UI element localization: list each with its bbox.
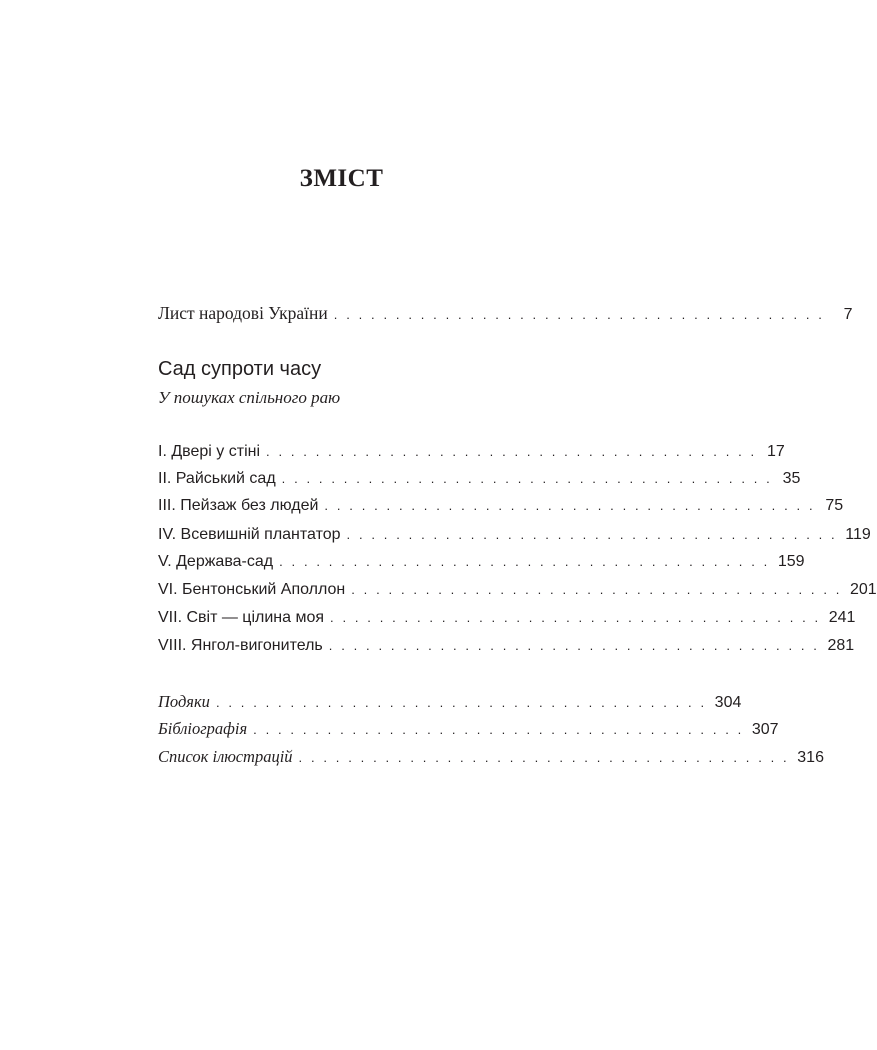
toc-entry-chapter bbox=[158, 523, 871, 547]
toc-leader-dots: . . . . . . . . . . . . . . . . . . . . . . . . . . . . . . . . . . . . . . . . bbox=[333, 307, 825, 322]
toc-entry-page: 7 bbox=[843, 306, 853, 323]
toc-leader-dots: . . . . . . . . . . . . . . . . . . . . . . . . . . . . . . . . . . . . . . . . bbox=[281, 471, 773, 486]
toc-entry-title: VIII. Янгол-вигонитель bbox=[158, 637, 323, 654]
toc-entry-chapter bbox=[158, 440, 785, 464]
toc-entry-intro bbox=[158, 301, 853, 325]
toc-entry-page: 75 bbox=[825, 497, 844, 514]
toc-entry-title: II. Райський сад bbox=[158, 470, 276, 487]
toc-leader-dots: . . . . . . . . . . . . . . . . . . . . . . . . . . . . . . . . . . . . . . . . bbox=[324, 498, 816, 513]
toc-leader-dots: . . . . . . . . . . . . . . . . . . . . . . . . . . . . . . . . . . . . . . . . bbox=[346, 527, 838, 542]
toc-leader-dots: . . . . . . . . . . . . . . . . . . . . . . . . . . . . . . . . . . . . . . . . bbox=[266, 444, 757, 459]
toc-entry-page: 304 bbox=[714, 694, 742, 711]
toc-leader-dots: . . . . . . . . . . . . . . . . . . . . . . . . . . . . . . . . . . . . . . . . bbox=[328, 638, 820, 653]
toc-entry-title: Бібліографія bbox=[158, 719, 248, 738]
toc-entry-title: Подяки bbox=[158, 692, 210, 711]
toc-entry-page: 307 bbox=[751, 721, 779, 738]
toc-entry-page: 316 bbox=[797, 749, 824, 766]
part-subtitle: У пошуках спільного раю bbox=[158, 388, 341, 407]
part-title: Сад супроти часу bbox=[158, 358, 322, 380]
toc-leader-dots: . . . . . . . . . . . . . . . . . . . . . . . . . . . . . . . . . . . . . . . . bbox=[298, 750, 790, 765]
toc-entry-chapter bbox=[158, 467, 801, 491]
page-title: ЗМІСТ bbox=[299, 165, 384, 192]
toc-entry-chapter bbox=[158, 550, 805, 574]
toc-entry-title: VI. Бентонський Аполлон bbox=[158, 581, 346, 598]
toc-entry-page: 119 bbox=[845, 526, 871, 543]
toc-entry-title: V. Держава-сад bbox=[158, 553, 274, 570]
toc-entry-page: 201 bbox=[849, 581, 877, 598]
toc-entry-title: IV. Всевишній плантатор bbox=[158, 526, 341, 543]
toc-entry-title: VII. Світ — цілина моя bbox=[158, 609, 325, 626]
toc-leader-dots: . . . . . . . . . . . . . . . . . . . . . . . . . . . . . . . . . . . . . . . . bbox=[279, 554, 770, 569]
toc-entry-back-matter bbox=[158, 717, 779, 741]
toc-entry-page: 241 bbox=[828, 609, 856, 626]
toc-entry-page: 159 bbox=[777, 553, 805, 570]
toc-entry-chapter bbox=[158, 578, 877, 602]
toc-leader-dots: . . . . . . . . . . . . . . . . . . . . . . . . . . . . . . . . . . . . . . . . bbox=[253, 722, 744, 737]
toc-entry-title: Лист народові України bbox=[158, 303, 328, 323]
toc-entry-back-matter bbox=[158, 745, 824, 769]
toc-entry-page: 281 bbox=[827, 637, 855, 654]
toc-entry-chapter bbox=[158, 494, 844, 518]
toc-entry-chapter bbox=[158, 606, 856, 630]
toc-leader-dots: . . . . . . . . . . . . . . . . . . . . . . . . . . . . . . . . . . . . . . . . bbox=[330, 610, 821, 625]
toc-entry-title: III. Пейзаж без людей bbox=[158, 497, 319, 514]
toc-entry-chapter bbox=[158, 634, 855, 658]
toc-entry-back-matter bbox=[158, 690, 742, 714]
toc-entry-title: Список ілюстрацій bbox=[158, 747, 293, 766]
toc-leader-dots: . . . . . . . . . . . . . . . . . . . . . . . . . . . . . . . . . . . . . . . . bbox=[351, 582, 842, 597]
toc-entry-title: I. Двері у стіні bbox=[158, 443, 261, 460]
toc-entry-page: 17 bbox=[766, 443, 785, 460]
toc-entry-page: 35 bbox=[782, 470, 801, 487]
toc-leader-dots: . . . . . . . . . . . . . . . . . . . . . . . . . . . . . . . . . . . . . . . . bbox=[215, 695, 707, 710]
